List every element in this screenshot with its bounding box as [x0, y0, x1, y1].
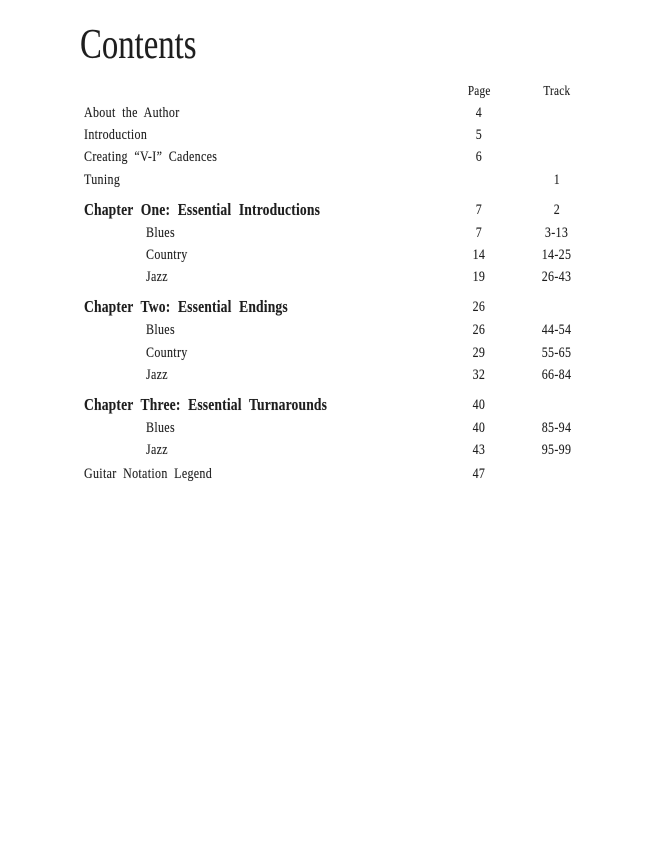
toc-entry-label-cell: [84, 366, 440, 384]
toc-entry-track: 85-94: [541, 419, 572, 436]
toc-entry-track-cell: [518, 224, 595, 242]
toc-row: [84, 146, 595, 168]
toc-entry-label-cell: [84, 246, 440, 264]
toc-row: [84, 198, 595, 222]
toc-entry-page: 14: [472, 247, 486, 264]
toc-entry-track: 44-54: [541, 322, 572, 339]
toc-entry-track-cell: [518, 344, 595, 362]
toc-row: [84, 463, 595, 485]
toc-entry-page: 26: [472, 322, 486, 339]
toc-entry-label: Jazz: [146, 366, 168, 383]
toc-row: [84, 342, 595, 364]
toc-entry-page: 40: [472, 419, 486, 436]
toc-entry-page-cell: [440, 201, 518, 219]
toc-entry-track-cell: [518, 465, 595, 483]
toc-entry-track: 95-99: [541, 442, 572, 459]
toc-entry-page: 19: [472, 269, 486, 286]
toc-row: [84, 417, 595, 439]
toc-entry-track: 1: [553, 171, 560, 188]
toc-entry-page-cell: [440, 298, 518, 316]
toc-entry-track-cell: [518, 396, 595, 414]
toc-entry-label-cell: [84, 148, 440, 166]
toc-entry-page-cell: [440, 441, 518, 459]
toc-row: [84, 364, 595, 386]
toc-entry-track-cell: [518, 419, 595, 437]
toc-entry-label: Jazz: [146, 269, 168, 286]
toc-entry-track-cell: [518, 298, 595, 316]
toc-entry-label-cell: [84, 419, 440, 437]
toc-entry-label: About the Author: [84, 105, 180, 122]
toc-row: [84, 169, 595, 191]
toc-entry-page-cell: [440, 366, 518, 384]
page-title: [80, 24, 229, 66]
toc-entry-label: Chapter Two: Essential Endings: [84, 297, 288, 317]
toc-entry-page-cell: [440, 148, 518, 166]
toc-entry-track: 14-25: [541, 247, 572, 264]
toc-entry-label-cell: [84, 268, 440, 286]
toc-entry-track-cell: [518, 441, 595, 459]
toc-entry-track: 55-65: [541, 344, 572, 361]
toc-entry-page-cell: [440, 171, 518, 189]
toc-entry-page-cell: [440, 246, 518, 264]
toc-entry-label: Chapter Three: Essential Turnarounds: [84, 394, 328, 414]
toc-entry-label-cell: [84, 465, 440, 483]
toc-entry-track-cell: [518, 201, 595, 219]
toc-entry-track-cell: [518, 268, 595, 286]
toc-entry-page-cell: [440, 465, 518, 483]
table-of-contents: [84, 80, 595, 485]
toc-entry-track-cell: [518, 104, 595, 122]
toc-entry-page-cell: [440, 321, 518, 339]
toc-row: [84, 393, 595, 417]
toc-row: [84, 266, 595, 288]
toc-entry-page: 7: [475, 224, 483, 241]
toc-entry-page: 32: [472, 366, 486, 383]
toc-row: [84, 124, 595, 146]
toc-entry-track-cell: [518, 148, 595, 166]
toc-list: [84, 102, 595, 485]
toc-row: [84, 222, 595, 244]
toc-entry-page-cell: [440, 396, 518, 414]
toc-entry-label: Creating “V-I” Cadences: [84, 149, 218, 166]
toc-row: [84, 102, 595, 124]
column-headers: [84, 80, 595, 102]
toc-entry-label: Blues: [146, 322, 175, 339]
toc-entry-track-cell: [518, 366, 595, 384]
toc-entry-label: Country: [146, 247, 188, 264]
toc-entry-page: 47: [472, 466, 486, 483]
toc-entry-label: Country: [146, 344, 188, 361]
toc-entry-label-cell: [84, 200, 440, 220]
toc-row: [84, 244, 595, 266]
toc-entry-page: 6: [475, 149, 483, 166]
toc-entry-page: 4: [475, 105, 483, 122]
toc-entry-label-cell: [84, 126, 440, 144]
toc-entry-label-cell: [84, 171, 440, 189]
toc-entry-page-cell: [440, 126, 518, 144]
toc-entry-track: 26-43: [541, 269, 572, 286]
toc-entry-label-cell: [84, 321, 440, 339]
page-title-text: Contents: [80, 22, 197, 68]
toc-entry-track-cell: [518, 246, 595, 264]
toc-entry-label-cell: [84, 395, 440, 415]
toc-row: [84, 295, 595, 319]
toc-entry-page: 29: [472, 344, 486, 361]
toc-entry-page: 43: [472, 442, 486, 459]
toc-entry-label: Introduction: [84, 127, 148, 144]
toc-entry-label-cell: [84, 104, 440, 122]
toc-entry-track-cell: [518, 321, 595, 339]
toc-entry-page-cell: [440, 344, 518, 362]
toc-entry-label-cell: [84, 441, 440, 459]
toc-entry-page: 7: [475, 201, 483, 218]
toc-entry-track-cell: [518, 171, 595, 189]
toc-entry-page-cell: [440, 104, 518, 122]
toc-row: [84, 439, 595, 461]
toc-entry-page: 26: [472, 299, 486, 316]
toc-entry-label: Blues: [146, 224, 175, 241]
toc-entry-track: 66-84: [541, 366, 572, 383]
toc-entry-label: Tuning: [84, 171, 121, 188]
toc-entry-label-cell: [84, 297, 440, 317]
column-header-page: Page: [467, 84, 491, 99]
toc-entry-label-cell: [84, 224, 440, 242]
toc-entry-label-cell: [84, 344, 440, 362]
toc-entry-track-cell: [518, 126, 595, 144]
toc-entry-page-cell: [440, 268, 518, 286]
toc-row: [84, 319, 595, 341]
toc-entry-page: 5: [475, 127, 483, 144]
toc-entry-label: Blues: [146, 419, 175, 436]
toc-entry-track: 3-13: [544, 224, 569, 241]
toc-entry-track: 2: [553, 201, 560, 218]
toc-entry-page: 40: [472, 396, 486, 413]
toc-entry-page-cell: [440, 419, 518, 437]
toc-entry-page-cell: [440, 224, 518, 242]
column-header-track: Track: [543, 84, 570, 99]
toc-entry-label: Guitar Notation Legend: [84, 466, 213, 483]
toc-entry-label: Chapter One: Essential Introductions: [84, 199, 321, 219]
toc-entry-label: Jazz: [146, 442, 168, 459]
